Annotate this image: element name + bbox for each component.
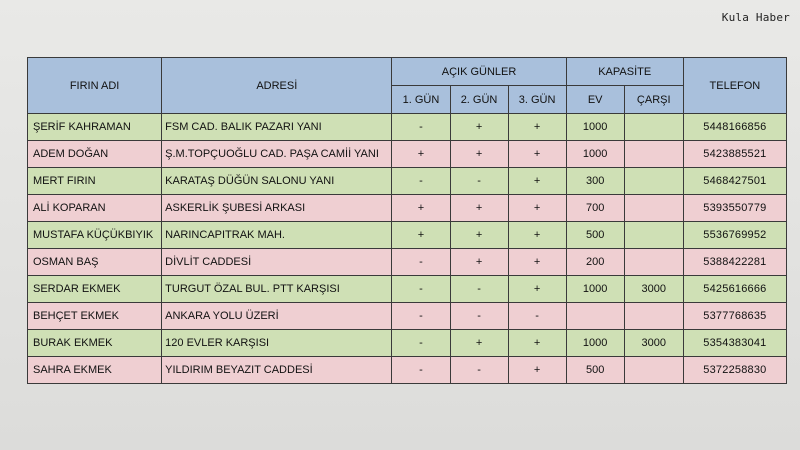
cell-day2: + [450, 114, 508, 141]
cell-carsi: 3000 [624, 330, 683, 357]
header-carsi: ÇARŞI [624, 86, 683, 114]
cell-day3: + [508, 249, 566, 276]
table-row [28, 276, 787, 303]
header-day3: 3. GÜN [508, 86, 566, 114]
cell-ev: 500 [566, 357, 624, 384]
cell-name: ALİ KOPARAN [28, 195, 162, 222]
cell-day1: - [392, 276, 450, 303]
cell-name: SAHRA EKMEK [28, 357, 162, 384]
cell-carsi [624, 249, 683, 276]
cell-day1: + [392, 195, 450, 222]
cell-name: ADEM DOĞAN [28, 141, 162, 168]
bakery-table-container [27, 57, 787, 384]
cell-ev: 1000 [566, 276, 624, 303]
cell-address: DİVLİT CADDESİ [162, 249, 392, 276]
cell-day3: + [508, 114, 566, 141]
table-row [28, 114, 787, 141]
cell-day1: - [392, 114, 450, 141]
header-phone: TELEFON [683, 58, 786, 114]
cell-day3: + [508, 141, 566, 168]
header-day2: 2. GÜN [450, 86, 508, 114]
cell-day3: + [508, 276, 566, 303]
cell-ev: 500 [566, 222, 624, 249]
cell-day3: + [508, 168, 566, 195]
cell-carsi: 3000 [624, 276, 683, 303]
cell-day2: - [450, 276, 508, 303]
cell-carsi [624, 141, 683, 168]
table-row [28, 195, 787, 222]
cell-address: NARINCAPITRAK MAH. [162, 222, 392, 249]
cell-day1: - [392, 303, 450, 330]
cell-ev: 700 [566, 195, 624, 222]
cell-ev [566, 303, 624, 330]
cell-address: FSM CAD. BALIK PAZARI YANI [162, 114, 392, 141]
cell-day1: + [392, 141, 450, 168]
cell-phone: 5425616666 [683, 276, 786, 303]
cell-phone: 5423885521 [683, 141, 786, 168]
cell-phone: 5377768635 [683, 303, 786, 330]
cell-carsi [624, 114, 683, 141]
cell-day2: - [450, 168, 508, 195]
cell-day3: + [508, 222, 566, 249]
cell-ev: 1000 [566, 330, 624, 357]
cell-phone: 5468427501 [683, 168, 786, 195]
cell-day1: - [392, 168, 450, 195]
cell-day1: - [392, 330, 450, 357]
cell-phone: 5372258830 [683, 357, 786, 384]
cell-address: TURGUT ÖZAL BUL. PTT KARŞISI [162, 276, 392, 303]
cell-name: MUSTAFA KÜÇÜKBIYIK [28, 222, 162, 249]
cell-name: BURAK EKMEK [28, 330, 162, 357]
cell-name: BEHÇET EKMEK [28, 303, 162, 330]
cell-day2: - [450, 357, 508, 384]
cell-address: ASKERLİK ŞUBESİ ARKASI [162, 195, 392, 222]
table-row [28, 330, 787, 357]
header-name: FIRIN ADI [28, 58, 162, 114]
cell-day3: - [508, 303, 566, 330]
cell-phone: 5536769952 [683, 222, 786, 249]
cell-ev: 1000 [566, 141, 624, 168]
header-ev: EV [566, 86, 624, 114]
cell-day2: + [450, 222, 508, 249]
cell-name: MERT FIRIN [28, 168, 162, 195]
cell-phone: 5354383041 [683, 330, 786, 357]
table-row [28, 249, 787, 276]
cell-carsi [624, 357, 683, 384]
table-row [28, 303, 787, 330]
header-open-days: AÇIK GÜNLER [392, 58, 566, 86]
cell-address: 120 EVLER KARŞISI [162, 330, 392, 357]
cell-day2: - [450, 303, 508, 330]
table-row [28, 141, 787, 168]
cell-day3: + [508, 330, 566, 357]
cell-carsi [624, 222, 683, 249]
cell-carsi [624, 195, 683, 222]
cell-address: KARATAŞ DÜĞÜN SALONU YANI [162, 168, 392, 195]
cell-address: ANKARA YOLU ÜZERİ [162, 303, 392, 330]
cell-day3: + [508, 195, 566, 222]
cell-phone: 5393550779 [683, 195, 786, 222]
header-capacity: KAPASİTE [566, 58, 683, 86]
cell-name: SERDAR EKMEK [28, 276, 162, 303]
cell-day3: + [508, 357, 566, 384]
cell-day2: + [450, 195, 508, 222]
header-address: ADRESİ [162, 58, 392, 114]
watermark-text: Kula Haber [721, 11, 790, 24]
cell-phone: 5388422281 [683, 249, 786, 276]
cell-day2: + [450, 330, 508, 357]
cell-day1: - [392, 249, 450, 276]
cell-name: ŞERİF KAHRAMAN [28, 114, 162, 141]
table-body [28, 114, 787, 384]
cell-address: Ş.M.TOPÇUOĞLU CAD. PAŞA CAMİİ YANI [162, 141, 392, 168]
cell-day1: - [392, 357, 450, 384]
table-header [28, 58, 787, 114]
header-day1: 1. GÜN [392, 86, 450, 114]
table-row [28, 357, 787, 384]
cell-ev: 200 [566, 249, 624, 276]
cell-day2: + [450, 141, 508, 168]
cell-ev: 1000 [566, 114, 624, 141]
table-row [28, 222, 787, 249]
cell-address: YILDIRIM BEYAZIT CADDESİ [162, 357, 392, 384]
cell-ev: 300 [566, 168, 624, 195]
cell-day1: + [392, 222, 450, 249]
bakery-schedule-table [27, 57, 787, 384]
cell-carsi [624, 168, 683, 195]
cell-phone: 5448166856 [683, 114, 786, 141]
table-row [28, 168, 787, 195]
cell-name: OSMAN BAŞ [28, 249, 162, 276]
cell-day2: + [450, 249, 508, 276]
cell-carsi [624, 303, 683, 330]
